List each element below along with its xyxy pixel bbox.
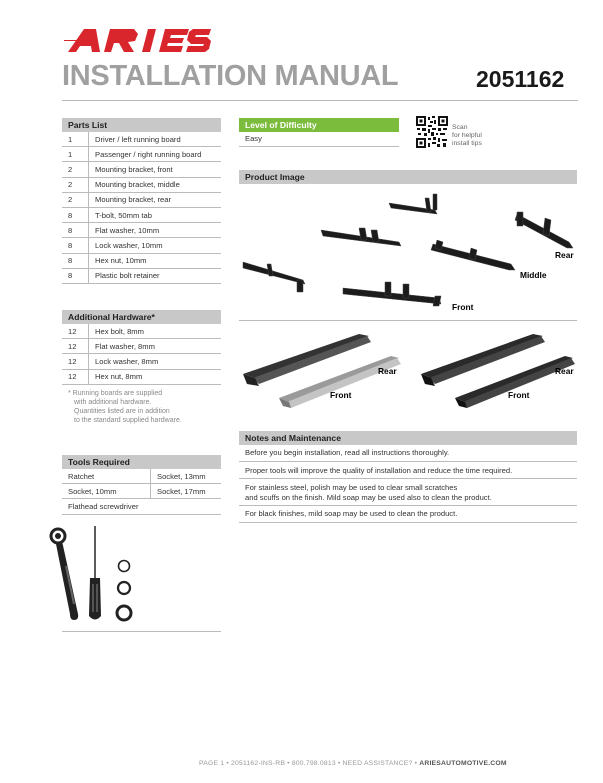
desc-cell: Mounting bracket, rear (89, 192, 222, 207)
note-row (239, 462, 577, 480)
difficulty-heading: Level of Difficulty (239, 118, 399, 132)
note-text: For stainless steel, polish may be used to clear small scratches (245, 483, 458, 492)
tool-cell: Flathead screwdriver (62, 499, 151, 514)
qty-cell: 12 (62, 324, 89, 339)
desc-cell: Mounting bracket, middle (89, 177, 222, 192)
footer-site-link[interactable]: ARIESAUTOMOTIVE.COM (419, 760, 507, 767)
table-row (62, 339, 221, 354)
table-row (62, 268, 221, 283)
tools-table (62, 469, 221, 515)
table-row (62, 354, 221, 369)
parts-list (62, 118, 221, 284)
tool-cell (151, 499, 222, 514)
desc-cell: Driver / left running board (89, 132, 222, 147)
desc-cell: Flat washer, 10mm (89, 223, 222, 238)
screwdriver-icon (89, 526, 101, 620)
note-text: Proper tools will improve the quality of installation and reduce the time required. (245, 465, 513, 475)
desc-cell: Mounting bracket, front (89, 162, 222, 177)
qty-cell: 1 (62, 147, 89, 162)
black-boards (421, 334, 575, 408)
board-label-front-stainless: Front (330, 390, 352, 400)
header-divider (62, 100, 578, 101)
qty-cell: 2 (62, 177, 89, 192)
parts-list-heading: Parts List (62, 118, 221, 132)
tools-heading: Tools Required (62, 455, 221, 469)
tool-cell: Ratchet (62, 469, 151, 484)
brackets-illustration (239, 190, 577, 320)
table-row (62, 132, 221, 147)
qr-line: Scan (452, 124, 468, 131)
table-row (62, 147, 221, 162)
table-row (62, 223, 221, 238)
additional-hardware (62, 310, 221, 425)
difficulty (239, 118, 399, 147)
qr-line: install tips (452, 140, 482, 147)
notes-heading: Notes and Maintenance (239, 431, 577, 445)
bracket-front (343, 282, 441, 306)
product-image-section (239, 170, 577, 184)
note-text: and scuffs on the finish. Mild soap may be used also to clean the product. (245, 492, 492, 502)
desc-cell: Hex nut, 10mm (89, 253, 222, 268)
label-front: Front (452, 302, 474, 312)
table-row (62, 162, 221, 177)
bracket-rear-right (515, 212, 573, 248)
tool-cell: Socket, 17mm (151, 484, 222, 499)
image-divider (239, 320, 577, 321)
qr-code-icon (416, 116, 448, 148)
additional-hardware-table (62, 324, 221, 385)
qty-cell: 8 (62, 207, 89, 222)
footer (199, 760, 507, 767)
notes-maintenance (239, 431, 577, 523)
table-row (62, 238, 221, 253)
bracket-middle (321, 228, 401, 246)
desc-cell: Plastic bolt retainer (89, 268, 222, 283)
desc-cell: Flat washer, 8mm (89, 339, 222, 354)
qty-cell: 12 (62, 369, 89, 384)
note-row (239, 506, 577, 523)
footer-text: PAGE 1 • 2051162-INS-RB • 800.798.0813 • NEED ASSISTANCE? • (199, 760, 420, 767)
tools-divider (62, 631, 221, 632)
desc-cell: Hex nut, 8mm (89, 369, 222, 384)
hardware-note (62, 389, 221, 425)
bracket-rear-top (389, 194, 437, 214)
difficulty-value: Easy (239, 132, 399, 147)
desc-cell: Lock washer, 8mm (89, 354, 222, 369)
note-line: with additional hardware. (74, 398, 152, 406)
note-row (239, 479, 577, 506)
qty-cell: 8 (62, 238, 89, 253)
page-title: INSTALLATION MANUAL (62, 60, 399, 92)
product-image-heading: Product Image (239, 170, 577, 184)
note-text: For black finishes, mild soap may be used to clean the product. (245, 509, 458, 518)
table-row (62, 324, 221, 339)
tools-illustration (44, 526, 144, 626)
ratchet-icon (51, 529, 78, 620)
bracket-front-left (243, 262, 305, 292)
board-label-front-black: Front (508, 390, 530, 400)
table-row (62, 207, 221, 222)
note-text: Before you begin installation, read all instructions thoroughly. (245, 448, 450, 457)
qty-cell: 12 (62, 354, 89, 369)
label-rear: Rear (555, 250, 574, 260)
parts-list-table (62, 132, 221, 284)
note-line: to the standard supplied hardware. (74, 416, 182, 424)
note-line: Quantities listed are in addition (74, 407, 170, 415)
board-label-rear-black: Rear (555, 366, 574, 376)
part-number: 2051162 (476, 66, 565, 92)
nut-icon (117, 606, 131, 620)
table-row (62, 499, 221, 514)
tools-required (62, 455, 221, 515)
additional-hardware-heading: Additional Hardware* (62, 310, 221, 324)
table-row (62, 369, 221, 384)
qty-cell: 12 (62, 339, 89, 354)
table-row (62, 192, 221, 207)
aries-logo (62, 26, 212, 54)
note-row (239, 445, 577, 462)
desc-cell: Hex bolt, 8mm (89, 324, 222, 339)
desc-cell: Lock washer, 10mm (89, 238, 222, 253)
qty-cell: 2 (62, 192, 89, 207)
table-row (62, 177, 221, 192)
qr-line: for helpful (452, 132, 482, 139)
washer-icon (119, 561, 130, 572)
qty-cell: 1 (62, 132, 89, 147)
qr-caption (452, 124, 482, 148)
desc-cell: Passenger / right running board (89, 147, 222, 162)
table-row (62, 469, 221, 484)
bracket-middle-right (431, 240, 515, 270)
qty-cell: 2 (62, 162, 89, 177)
qty-cell: 8 (62, 253, 89, 268)
label-middle: Middle (520, 270, 547, 280)
qty-cell: 8 (62, 268, 89, 283)
table-row (62, 484, 221, 499)
lock-washer-icon (118, 582, 130, 594)
qty-cell: 8 (62, 223, 89, 238)
tool-cell: Socket, 10mm (62, 484, 151, 499)
desc-cell: T-bolt, 50mm tab (89, 207, 222, 222)
board-label-rear-stainless: Rear (378, 366, 397, 376)
boards-illustration (239, 328, 577, 418)
tool-cell: Socket, 13mm (151, 469, 222, 484)
note-line: * Running boards are supplied (68, 389, 163, 397)
table-row (62, 253, 221, 268)
